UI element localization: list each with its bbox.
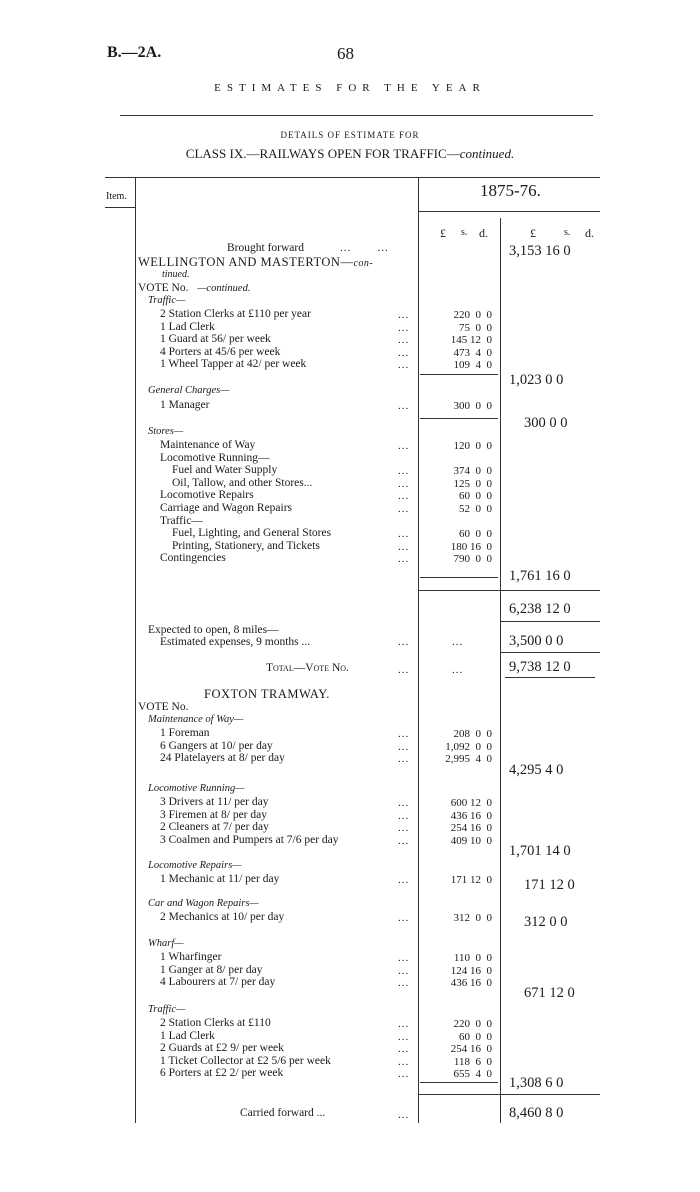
leader-dots: ... [398,440,410,452]
line-item-label: Maintenance of Way [160,439,256,451]
class-continued: continued. [459,146,515,161]
leader-dots: ... [398,490,410,503]
loco-running-heading: Locomotive Running— [148,783,245,794]
subtotal-rule [420,418,498,419]
leader-dots: ... [398,636,410,648]
leader-dots: ... [398,964,410,977]
leader-dots: ... ... [340,242,389,254]
line-item-amount: 110 0 0 [453,952,492,964]
line-item-label: 6 Porters at £2 2/ per week [160,1067,284,1080]
general-total: 300 0 0 [524,415,568,431]
line-item-label: Fuel and Water Supply [172,464,278,477]
line-item-label: 3 Coalmen and Pumpers at 7/6 per day [160,833,339,846]
maintenance-heading: Maintenance of Way— [148,714,244,725]
line-item-label: 1 Manager [160,399,210,411]
leader-dots: ... [452,664,464,676]
carried-forward-total: 8,460 8 0 [509,1105,564,1121]
line-item-amount: 60 0 0 [459,528,492,541]
leader-dots: ... [398,809,410,822]
wellington-name: WELLINGTON AND MASTERTON— [138,255,354,269]
leader-dots: ... [398,465,410,478]
amount-column-rule [418,177,419,1123]
line-item-label: 24 Platelayers at 8/ per day [160,752,285,765]
line-item-label: 1 Mechanic at 11/ per day [160,873,280,885]
expected-line-1: Expected to open, 8 miles— [148,624,279,636]
line-item-label: 2 Station Clerks at £110 per year [160,308,311,320]
line-item-label: 3 Firemen at 8/ per day [160,808,267,821]
line-item-label: Contingencies [160,552,226,565]
leader-dots: ... [398,1109,410,1121]
title-rule [120,115,593,116]
leader-dots: ... [398,334,410,347]
foxton-traffic-heading: Traffic— [148,1004,186,1015]
vote-label [138,282,250,295]
expected-total: 3,500 0 0 [509,633,564,649]
foxton-traffic-total: 1,308 6 0 [509,1075,564,1091]
page-number: 68 [337,44,354,63]
maintenance-total: 4,295 4 0 [509,762,564,778]
line-item-label: 1 Guard at 56/ per week [160,333,271,346]
details-heading: DETAILS OF ESTIMATE FOR [280,130,420,140]
total-rule [505,677,595,678]
line-item-label: 2 Cleaners at 7/ per day [160,821,269,834]
table-top-rule [105,177,600,178]
line-item-label: 1 Foreman [160,727,210,739]
leader-dots: ... [398,1030,410,1043]
traffic-total: 1,023 0 0 [509,372,564,388]
page-title: ESTIMATES FOR THE YEAR [214,82,486,94]
leader-dots: ... [398,797,410,809]
line-item-amount: 109 4 0 [453,359,492,372]
document-reference: B.—2A. [107,44,162,61]
leader-dots: ... [398,912,410,924]
line-item-amount: 208 0 0 [453,728,492,740]
line-item-label: 2 Guards at £2 9/ per week [160,1042,284,1055]
line-item-label: 6 Gangers at 10/ per day [160,739,273,752]
line-item-label: 4 Labourers at 7/ per day [160,976,276,989]
line-item-amount: 436 16 0 [450,809,492,822]
line-item-label: Traffic— [160,514,203,527]
stores-total: 1,761 16 0 [509,568,571,584]
section-rule [418,1094,600,1095]
leader-dots: ... [398,952,410,964]
line-item-label: 1 Ticket Collector at £2 5/6 per week [160,1054,331,1067]
leader-dots: ... [398,346,410,359]
subtotal-rule [420,1082,498,1083]
leader-dots: ... [452,636,464,648]
line-item-amount: 125 0 0 [453,477,492,490]
leader-dots: ... [398,309,410,321]
general-heading: General Charges— [148,385,230,396]
line-item-label: 2 Station Clerks at £110 [160,1017,271,1029]
leader-dots: ... [398,503,410,515]
line-item-label: 1 Wharfinger [160,951,222,963]
line-item-amount: 2,995 4 0 [445,753,492,766]
leader-dots: ... [398,822,410,835]
foxton-vote: VOTE No. [138,701,189,713]
section-rule [500,621,600,622]
line-item-label: 1 Lad Clerk [160,320,215,333]
line-item-amount: 60 0 0 [459,490,492,503]
leader-dots: ... [398,1018,410,1030]
line-item-amount: 436 16 0 [450,977,492,990]
leader-dots: ... [398,977,410,990]
line-item-amount: 220 0 0 [453,309,492,321]
line-item-amount: 118 6 0 [453,1055,492,1068]
section-heading [138,256,373,270]
line-item-label: Locomotive Repairs [160,489,254,502]
wellington-total: 9,738 12 0 [509,659,571,675]
leader-dots: ... [398,1043,410,1056]
subtotal-rule [420,374,498,375]
line-item-label: 2 Mechanics at 10/ per day [160,911,285,923]
line-item-label: 1 Wheel Tapper at 42/ per week [160,358,307,371]
col2-shillings: s. [564,227,571,238]
line-item-label: Locomotive Running— [160,451,270,464]
section-rule [500,652,600,653]
line-item-label: 3 Drivers at 11/ per day [160,796,269,808]
wellington-subtotal: 6,238 12 0 [509,601,571,617]
total-column-rule [500,218,501,1123]
item-rule [105,207,135,208]
line-item-amount: 220 0 0 [453,1018,492,1030]
year-rule [418,211,600,212]
leader-dots: ... [398,528,410,541]
leader-dots: ... [398,553,410,566]
wagon-total: 312 0 0 [524,914,568,930]
line-item-amount: 75 0 0 [459,321,492,334]
foxton-heading: FOXTON TRAMWAY. [204,687,330,701]
col2-pence: d. [585,226,594,240]
leader-dots: ... [398,834,410,847]
leader-dots: ... [398,477,410,490]
brought-forward-label: Brought forward [227,242,304,254]
line-item-amount: 254 16 0 [450,1043,492,1056]
leader-dots: ... [398,540,410,553]
line-item-label: Oil, Tallow, and other Stores... [172,476,313,489]
line-item-label: 1 Ganger at 8/ per day [160,963,263,976]
line-item-amount: 180 16 0 [450,540,492,553]
loco-repairs-heading: Locomotive Repairs— [148,860,242,871]
line-item-label: 4 Porters at 45/6 per week [160,345,281,358]
brought-forward-total: 3,153 16 0 [509,243,571,259]
stores-heading: Stores— [148,426,184,437]
line-item-amount: 374 0 0 [453,465,492,478]
line-item-amount: 145 12 0 [450,334,492,347]
wellington-cont-2: tinued. [162,269,190,280]
line-item-amount: 312 0 0 [453,912,492,924]
line-item-amount: 60 0 0 [459,1030,492,1043]
line-item-label: 1 Lad Clerk [160,1029,215,1042]
leader-dots: ... [398,1068,410,1081]
leader-dots: ... [398,359,410,372]
leader-dots: ... [398,728,410,740]
item-column-header: Item. [106,191,127,202]
subtotal-rule [420,577,498,578]
vote-number: VOTE No. [138,282,189,294]
leader-dots: ... [398,1055,410,1068]
line-item-label: Fuel, Lighting, and General Stores [172,527,332,540]
line-item-amount: 473 4 0 [453,346,492,359]
class-title: CLASS IX.—RAILWAYS OPEN FOR TRAFFIC— [185,146,460,161]
carried-forward-label: Carried forward ... [240,1107,326,1119]
col2-pound: £ [530,226,536,240]
item-column-rule [135,177,136,1123]
wharf-total: 671 12 0 [524,985,575,1001]
line-item-amount: 600 12 0 [450,797,492,809]
wellington-cont: con- [353,258,374,269]
col1-pound: £ [440,226,446,240]
wagon-heading: Car and Wagon Repairs— [148,898,259,909]
class-heading [0,146,700,162]
leader-dots: ... [398,753,410,766]
total-vote-label: Total—Vote No. [266,662,349,674]
line-item-amount: 409 10 0 [450,834,492,847]
line-item-label: Printing, Stationery, and Tickets [172,539,320,552]
line-item-amount: 120 0 0 [453,440,492,452]
col1-shillings: s. [461,227,468,238]
line-item-amount: 1,092 0 0 [445,740,492,753]
leader-dots: ... [398,321,410,334]
line-item-amount: 124 16 0 [450,964,492,977]
line-item-amount: 300 0 0 [453,400,492,412]
line-item-amount: 254 16 0 [450,822,492,835]
section-rule [418,590,600,591]
vote-cont: —continued. [197,283,251,294]
line-item-amount: 52 0 0 [459,503,492,515]
line-item-label: Carriage and Wagon Repairs [160,502,293,514]
col1-pence: d. [479,226,488,240]
leader-dots: ... [398,740,410,753]
expected-line-2: Estimated expenses, 9 months ... [160,636,311,648]
year-header: 1875-76. [480,181,541,200]
line-item-amount: 790 0 0 [453,553,492,566]
leader-dots: ... [398,400,410,412]
leader-dots: ... [398,874,410,886]
line-item-amount: 171 12 0 [450,874,492,886]
loco-running-total: 1,701 14 0 [509,843,571,859]
wharf-heading: Wharf— [148,938,184,949]
leader-dots: ... [398,664,410,676]
loco-repairs-total: 171 12 0 [524,877,575,893]
line-item-amount: 655 4 0 [453,1068,492,1081]
traffic-heading: Traffic— [148,295,186,306]
